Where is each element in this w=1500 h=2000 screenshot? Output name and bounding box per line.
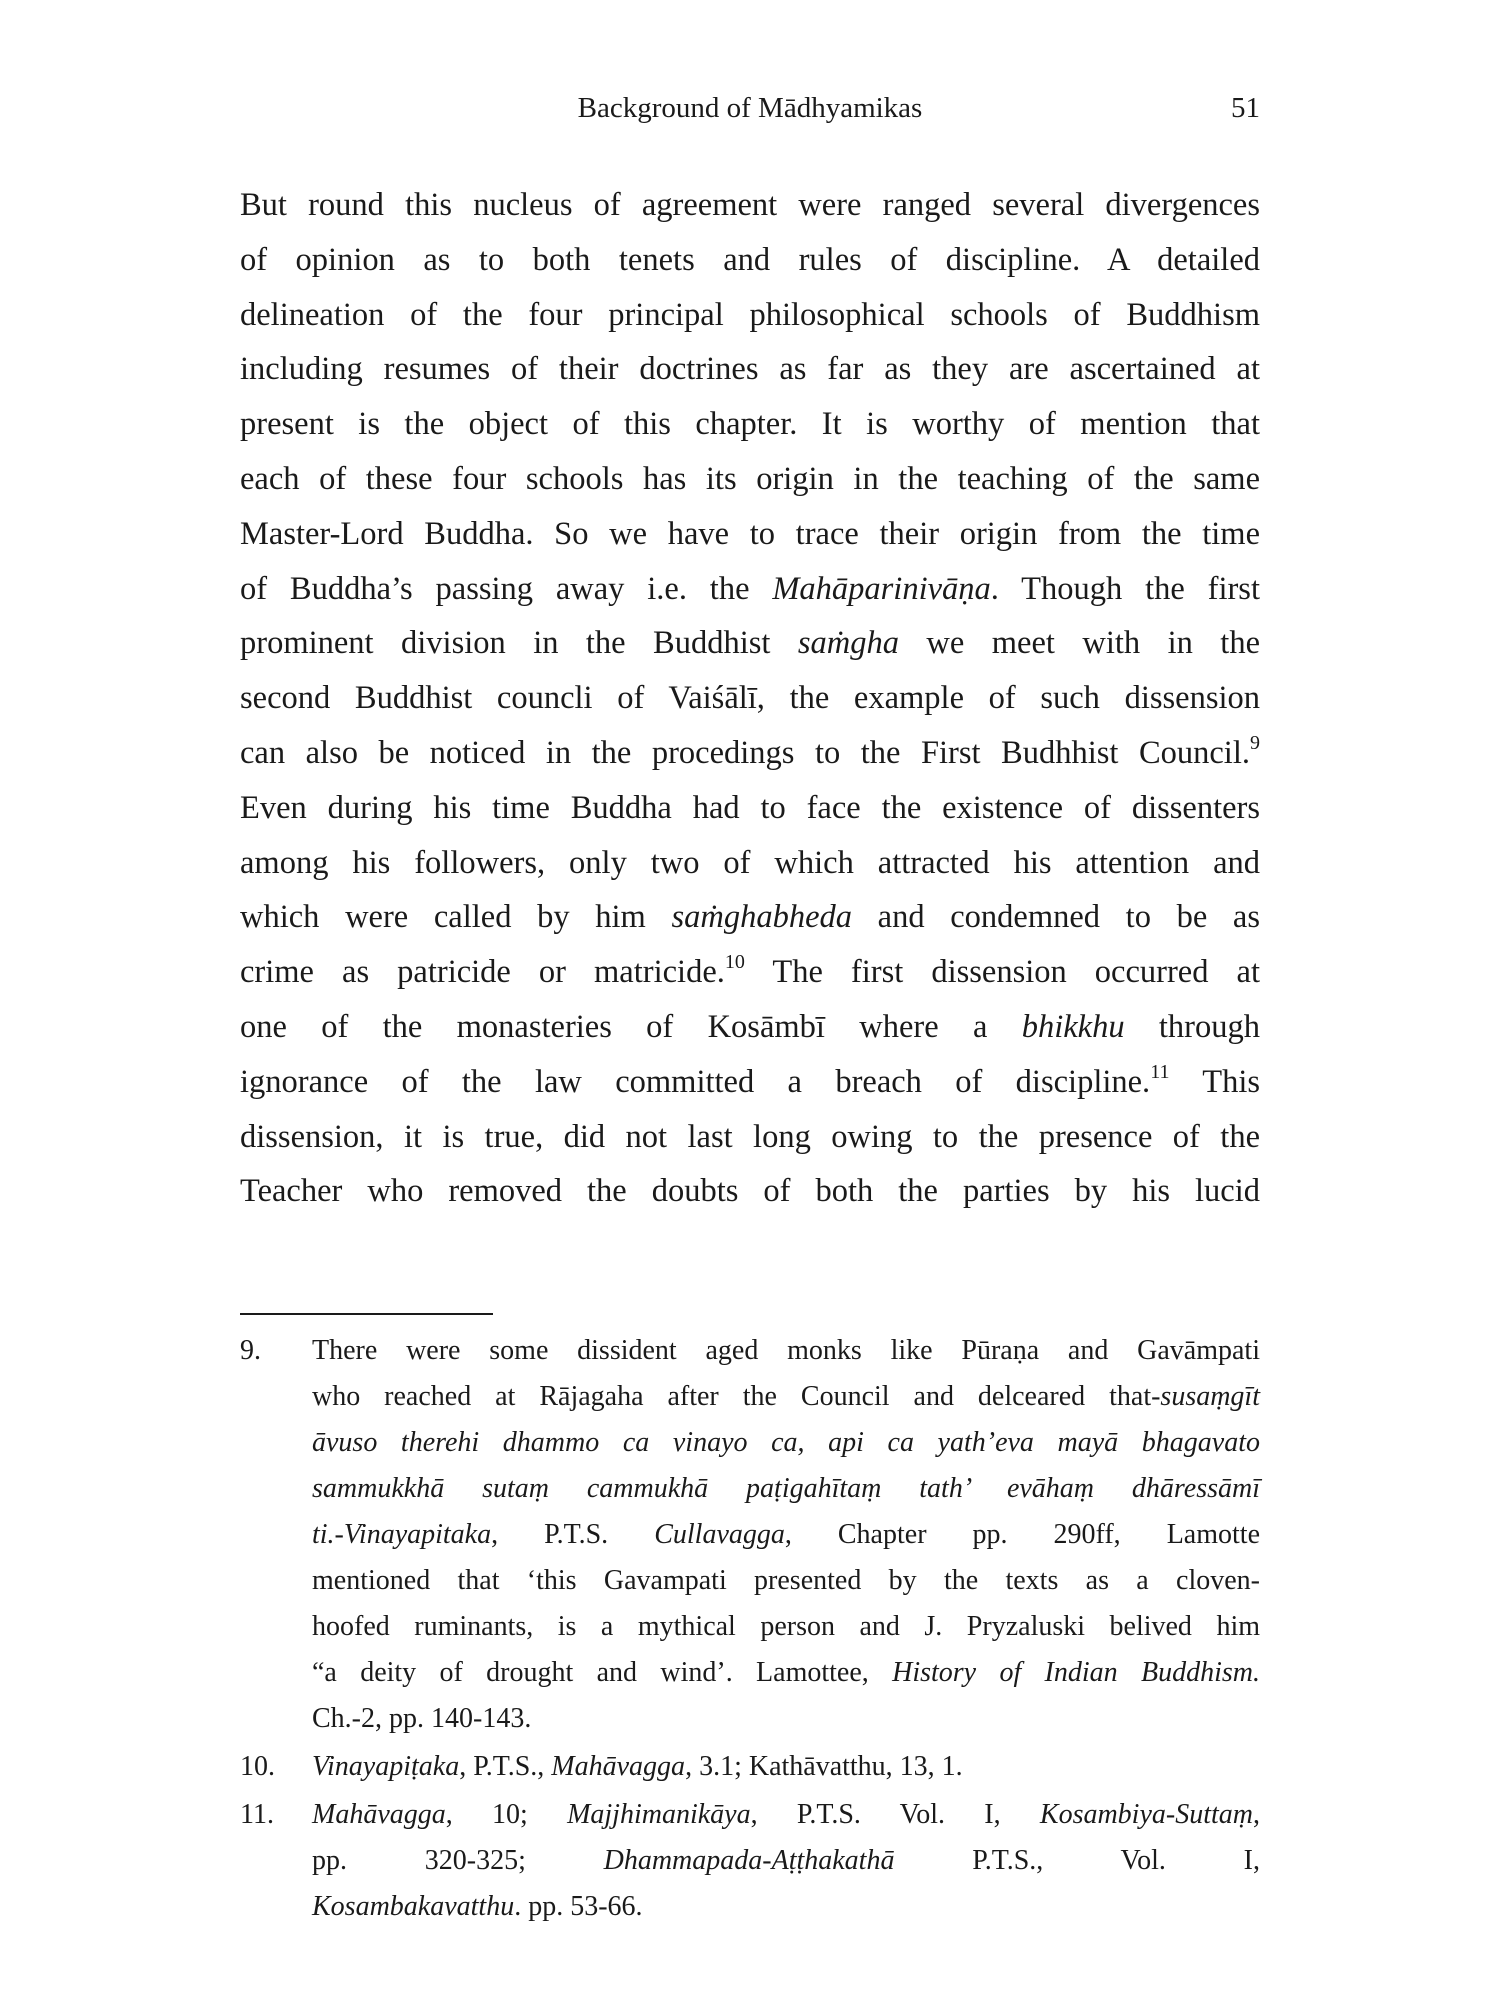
body-line: including resumes of their doctrines as far as they are ascertained at — [240, 351, 1260, 388]
footnote-divider — [240, 1313, 493, 1315]
body-line: of Buddha’s passing away i.e. the Mahāparinivāṇa. Though the first — [240, 570, 1260, 607]
body-line: ignorance of the law committed a breach of discipline.$^{11}$ This — [240, 1060, 1260, 1100]
italic-term: Mahāparinivāṇa — [772, 570, 991, 607]
footnote-ref: 11 — [1150, 1060, 1170, 1083]
italic-term: Vinayapiṭaka — [312, 1751, 460, 1782]
body-line: crime as patricide or matricide.$^{10}$ The first dissension occurred at — [240, 951, 1260, 991]
footnote-ref: 10 — [724, 951, 745, 974]
italic-term: āvuso therehi dhammo ca vinayo ca, api ca yath’eva mayā bhagavato — [312, 1427, 1260, 1458]
italic-term: Dhammapada-Aṭṭhakathā — [603, 1845, 895, 1876]
body-line: Teacher who removed the doubts of both the parties by his lucid — [240, 1173, 1260, 1210]
body-line: second Buddhist councli of Vaiśālī, the example of such dissension — [240, 680, 1260, 717]
page-number: 51 — [1231, 92, 1260, 124]
footnote-ref: 9 — [1250, 731, 1260, 754]
body-paragraph — [240, 178, 1260, 1219]
italic-term: susaṃgīt — [1160, 1381, 1260, 1412]
footnote-number: 10. — [240, 1751, 275, 1782]
body-line: Even during his time Buddha had to face the existence of dissenters — [240, 789, 1260, 826]
body-line: can also be noticed in the procedings to the First Budhhist Council.$^9$ — [240, 731, 1260, 771]
body-line: dissension, it is true, did not last long owing to the presence of the — [240, 1118, 1260, 1155]
body-line: But round this nucleus of agreement were ranged several divergences — [240, 187, 1260, 223]
running-head — [240, 86, 1260, 130]
italic-term: History of Indian Buddhism. — [892, 1657, 1260, 1688]
body-line: present is the object of this chapter. It is worthy of mention that — [240, 406, 1260, 443]
footnotes — [240, 1328, 1260, 1930]
body-line: each of these four schools has its origin in the teaching of the same — [240, 460, 1260, 497]
italic-term: ti.-Vinayapitaka — [312, 1519, 492, 1550]
body-line: one of the monasteries of Kosāmbī where a bhikkhu through — [240, 1008, 1260, 1045]
italic-term: sammukkhā sutaṃ cammukhā paṭigahītaṃ tath’ evāhaṃ dhāressāmī — [312, 1473, 1260, 1504]
body-line: of opinion as to both tenets and rules of discipline. A detailed — [240, 241, 1260, 278]
body-line: which were called by him saṁghabheda and condemned to be as — [240, 899, 1260, 936]
body-line: among his followers, only two of which attracted his attention and — [240, 844, 1260, 881]
body-line: Master-Lord Buddha. So we have to trace their origin from the time — [240, 515, 1260, 552]
footnote-10: 10. Vinayapiṭaka, P.T.S., Mahāvagga, 3.1; Kathāvatthu, 13, 1. — [240, 1744, 1260, 1790]
body-line: prominent division in the Buddhist saṁgha we meet with in the — [240, 625, 1260, 662]
italic-term: Kosambiya-Suttaṃ — [1039, 1799, 1253, 1830]
italic-term: Cullavagga — [654, 1519, 785, 1550]
body-line: delineation of the four principal philosophical schools of Buddhism — [240, 296, 1260, 333]
italic-term: Mahāvagga — [551, 1751, 686, 1782]
footnote-9: 9. There were some dissident aged monks like Pūraṇa and Gavāmpati who reached at Rājagaha after the Council and delceared that-susaṃgīt āvuso therehi dhammo ca vinayo ca, api ca yath’eva mayā bhagavato sammukkhā sutaṃ cammukhā paṭigahītaṃ tath’ evāhaṃ dhāressāmī ti.-Vinayapitaka, P.T.S. Cullavagga, Chapter pp. 290ff, Lamotte mentioned that ‘this Gavampati presented by the texts as a cloven- hoofed ruminants, is a mythical person and J. Pryzaluski belived him “a deity of drought and wind’. Lamottee, History of Indian Buddhism. Ch.-2, pp. 140-143. — [240, 1328, 1260, 1742]
footnote-11: 11. Mahāvagga, 10; Majjhimanikāya, P.T.S. Vol. I, Kosambiya-Suttaṃ, pp. 320-325; Dhammapada-Aṭṭhakathā P.T.S., Vol. I, Kosambakavatthu. pp. 53-66. — [240, 1792, 1260, 1930]
italic-term: saṁgha — [797, 625, 899, 662]
italic-term: saṁghabheda — [671, 899, 852, 936]
italic-term: Kosambakavatthu — [312, 1891, 515, 1922]
italic-term: Mahāvagga — [312, 1799, 446, 1830]
footnote-number: 11. — [240, 1799, 274, 1830]
italic-term: Majjhimanikāya — [567, 1799, 751, 1830]
italic-term: bhikkhu — [1021, 1008, 1125, 1045]
footnote-number: 9. — [240, 1335, 261, 1366]
running-title: Background of Mādhyamikas — [577, 92, 923, 124]
